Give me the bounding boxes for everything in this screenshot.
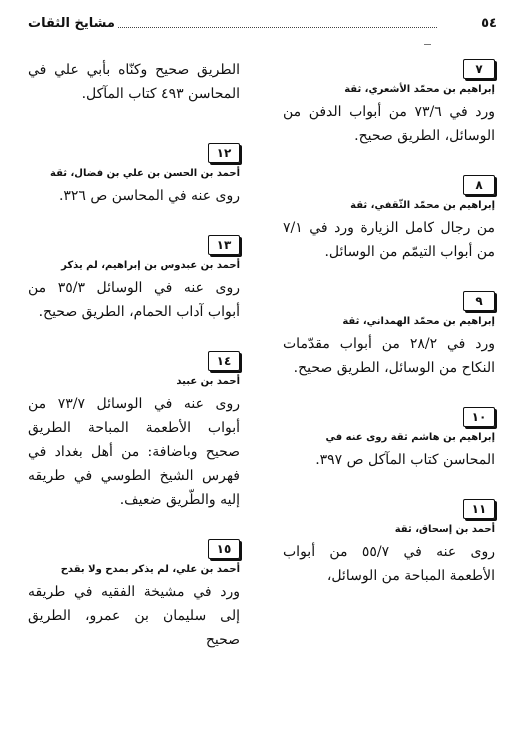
left-column — [28, 58, 240, 678]
narrator-name: إبراهيم بن هاشم ثقة روى عنه في — [325, 432, 495, 443]
entry-10 — [283, 406, 495, 472]
entry-number-badge: ٩ — [463, 291, 495, 311]
narrator-name: إبراهيم بن محمّد الثّقفي، ثقة — [350, 200, 495, 211]
page-header — [28, 16, 497, 38]
narrator-name: أحمد بن الحسن بن علي بن فضال، ثقة — [50, 168, 240, 179]
narrator-name: أحمد بن عبدوس بن إبراهيم، لم يذكر — [61, 260, 240, 271]
entry-number-badge: ٧ — [463, 59, 495, 79]
entry-7 — [283, 58, 495, 148]
entry-number-badge: ١٢ — [208, 143, 240, 163]
entry-text: روى عنه في المحاسن ص ٣٢٦. — [58, 188, 240, 204]
narrator-name: إبراهيم بن محمّد الهمداني، ثقة — [342, 316, 495, 327]
entry-text: روى عنه في الوسائل ٣٥/٣ من أبواب آداب الحمام، الطريق صحيح. — [28, 280, 241, 320]
narrator-name: أحمد بن إسحاق، ثقة — [394, 524, 495, 535]
entry-text: المحاسن كتاب المآكل ص ٣٩٧. — [315, 452, 495, 468]
header-dotted-leader — [118, 27, 437, 28]
entry-number-badge: ١٥ — [208, 539, 240, 559]
narrator-name: أحمد بن عبيد — [176, 376, 240, 387]
entry-11 — [283, 498, 495, 588]
entry-text: من رجال كامل الزيارة ورد في ٧/١ من أبواب التيمّم من الوسائل. — [283, 220, 495, 260]
entry-12 — [28, 142, 240, 208]
entry-text: ورد في ٢٨/٢ من أبواب مقدّمات النكاح من الوسائل، الطريق صحيح. — [283, 336, 495, 376]
entry-text: روى عنه في الوسائل ٧٣/٧ من أبواب الأطعمة المباحة الطريق صحيح وباضافة: من أهل بغداد في فهرس الشيخ الطوسي في طريقه إليه والطّريق ضعيف. — [28, 396, 241, 508]
entry-text: ورد في مشيخة الفقيه في طريقه إلى سليمان بن عمرو، الطريق صحيح — [28, 584, 240, 648]
narrator-name: إبراهيم بن محمّد الأشعري، ثقة — [344, 84, 495, 95]
entry-8 — [283, 174, 495, 264]
small-mark — [424, 44, 431, 45]
entry-9 — [283, 290, 495, 380]
entry-text: روى عنه في ٥٥/٧ من أبواب الأطعمة المباحة من الوسائل، — [283, 544, 495, 584]
entry-number-badge: ١٤ — [208, 351, 240, 371]
entry-number-badge: ١٠ — [463, 407, 495, 427]
page-number: ٥٤ — [481, 16, 497, 31]
running-title: مشايخ الثقات — [28, 16, 115, 31]
right-column — [283, 58, 495, 614]
entry-15 — [28, 538, 240, 652]
narrator-name: أحمد بن علي، لم يذكر بمدح ولا بقدح — [60, 564, 240, 575]
entry-13 — [28, 234, 240, 324]
entry-number-badge: ٨ — [463, 175, 495, 195]
entry-text: ورد في ٧٣/٦ من أبواب الدفن من الوسائل، الطريق صحيح. — [283, 104, 495, 144]
entry-number-badge: ١١ — [463, 499, 495, 519]
entry-number-badge: ١٣ — [208, 235, 240, 255]
entry-14 — [28, 350, 240, 512]
continued-text: الطريق صحيح وكنّاه بأبي علي في المحاسن ٤٩٣ كتاب المآكل. — [28, 62, 240, 102]
